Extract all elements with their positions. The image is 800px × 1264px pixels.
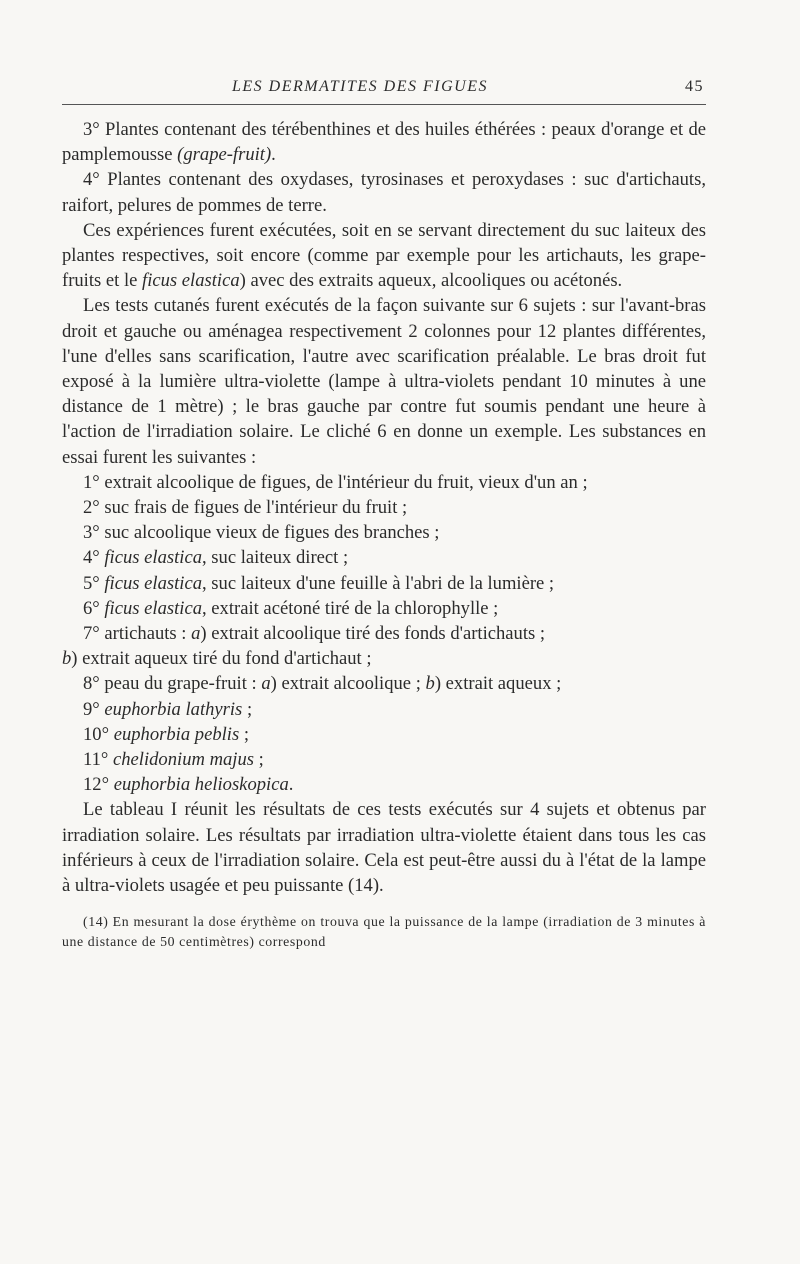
running-header [62,74,706,105]
paragraph-2: 4° Plantes contenant des oxydases, tyrosinases et peroxydases : suc d'artichauts, raifort, pelures de pommes de terre. [62,169,706,216]
text-span: 3° Plantes contenant des térébenthines et des huiles éthérées : peaux d'orange et de pamplemousse [62,119,706,166]
list-item-12 [62,772,706,797]
text-span: ) extrait alcoolique ; [270,673,426,695]
text-span: . [271,144,276,166]
item-number: 9° [83,698,105,720]
list-item-3: 3° suc alcoolique vieux de figues des branches ; [83,522,440,544]
footnote: (14) En mesurant la dose érythème on trouva que la puissance de la lampe (irradiation de 3 minutes à une distance de 50 centimètres) correspond [62,914,706,950]
item-number: 10° [83,723,114,745]
text-span: 7° artichauts : [83,623,192,645]
page [62,74,706,966]
italic-span: a [261,673,271,695]
text-span: ; [242,698,253,720]
italic-span: ficus elastica [104,572,202,594]
item-number: 4° [83,547,105,569]
body-text [62,117,706,898]
paragraph-5: Le tableau I réunit les résultats de ces tests exécutés sur 4 sujets et obtenus par irradiation solaire. Les résultats par irradiation ultra-violette étaient dans tous les cas inférieurs à ceux de l'irradiation solaire. Cela est peut-être aussi du à l'état de la lampe à ultra-violets usagée et peu puissante (14). [62,799,706,897]
text-span: ) extrait alcoolique tiré des fonds d'artichauts ; [200,623,546,645]
list-item-11 [62,747,706,772]
italic-span: euphorbia peblis [113,723,240,745]
text-span: ) avec des extraits aqueux, alcooliques ou acétonés. [239,270,623,292]
list-item-10 [62,722,706,747]
text-span: ; [239,723,250,745]
list-item-6 [62,596,706,621]
italic-span: chelidonium majus [113,749,254,771]
italic-span: ficus elastica [104,597,202,619]
text-span: 8° peau du grape-fruit : [83,673,262,695]
list-item-4 [62,545,706,570]
item-number: 5° [83,572,105,594]
list-item-1: 1° extrait alcoolique de figues, de l'intérieur du fruit, vieux d'un an ; [83,471,588,493]
paragraph-1 [62,117,706,167]
list-item-9 [62,697,706,722]
paragraph-3 [62,218,706,294]
running-title: LES DERMATITES DES FIGUES [232,78,488,95]
list-item-7 [62,621,706,646]
italic-span: ficus elastica [104,547,202,569]
text-span: Ces expériences furent exécutées, soit en se servant directement du suc laiteux des plantes respectives, soit encore (comme par exemple pour les artichauts, les grape-fruits et le [62,219,706,292]
italic-span: b [425,673,435,695]
list-item-7b [62,646,706,671]
italic-span: a [191,623,201,645]
list-item-5 [62,571,706,596]
text-span: , suc laiteux direct ; [202,547,349,569]
item-number: 12° [83,774,114,796]
item-number: 11° [83,749,113,771]
italic-span: euphorbia helioskopica [113,774,289,796]
list-item-8 [62,671,706,696]
italic-span: ficus elastica [142,270,240,292]
text-span: ) extrait aqueux tiré du fond d'artichaut ; [71,648,372,670]
paragraph-4: Les tests cutanés furent exécutés de la façon suivante sur 6 sujets : sur l'avant-bras droit et gauche ou aménagea respectivement 2 colonnes pour 12 plantes différentes, l'une d'elles sans scarification, l'autre avec scarification préalable. Le bras droit fut exposé à la lumière ultra-violette (lampe à ultra-violets pendant 10 minutes à une distance de 1 mètre) ; le bras gauche par contre fut soumis pendant une heure à l'action de l'irradiation solaire. Le cliché 6 en donne un exemple. Les substances en essai furent les suivantes : [62,295,706,468]
text-span: , suc laiteux d'une feuille à l'abri de la lumière ; [202,572,555,594]
page-number: 45 [685,78,704,95]
italic-span: b [62,648,72,670]
list-item-2: 2° suc frais de figues de l'intérieur du fruit ; [83,497,408,519]
text-span: , extrait acétoné tiré de la chlorophylle ; [202,597,499,619]
text-span: ; [254,749,264,771]
text-span: . [288,774,294,796]
item-number: 6° [83,597,105,619]
text-span: ) extrait aqueux ; [434,673,562,695]
italic-span: euphorbia lathyris [104,698,243,720]
italic-span: (grape-fruit) [177,144,272,166]
